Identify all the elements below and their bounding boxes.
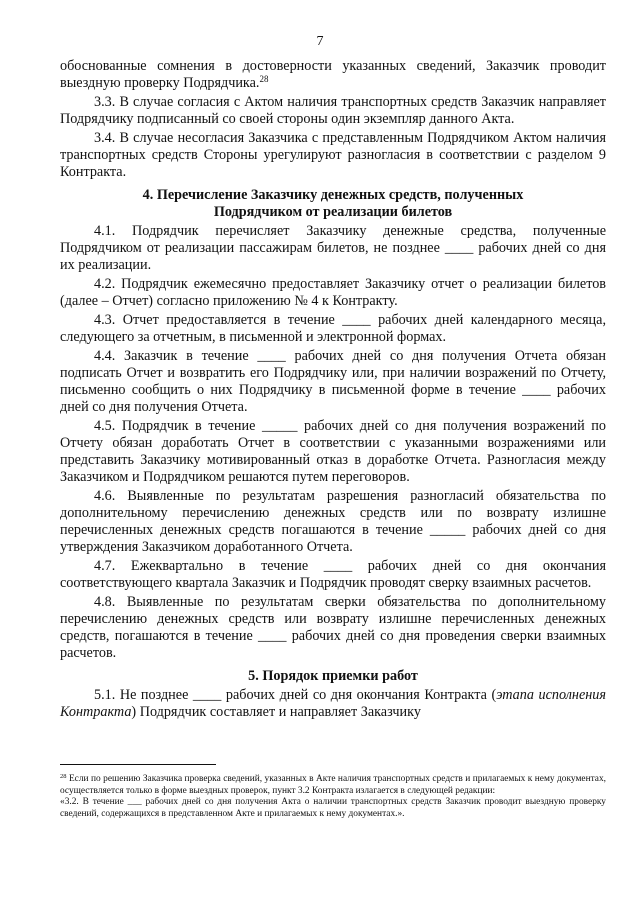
paragraph-4-3: 4.3. Отчет предоставляется в течение ____ рабочих дней календарного месяца, следующего за отчетным, в письменной и электронной формах. [60,312,606,345]
paragraph-4-5: 4.5. Подрядчик в течение _____ рабочих дней со дня получения возражений по Отчету обязан доработать Отчет в соответствии с указанными возражениями или представить Заказчику мотивированный отказ в доработке Отчета. Разногласия между Заказчиком и Подрядчиком решаются путем переговоров. [60,418,606,485]
section-4-heading [60,187,606,221]
paragraph-4-1: 4.1. Подрядчик перечисляет Заказчику денежные средства, полученные Подрядчиком от реализации пассажирам билетов, не позднее ____ рабочих дней со дня их реализации. [60,223,606,273]
footnote-reference[interactable]: 28 [259,74,269,84]
section-5-heading: 5. Порядок приемки работ [248,668,418,684]
section-4-heading-line2: Подрядчиком от реализации билетов [213,204,453,220]
paragraph-3-3: 3.3. В случае согласия с Актом наличия транспортных средств Заказчик направляет Подрядчику подписанный со своей стороны один экземпляр данного Акта. [60,94,606,127]
paragraph-intro [60,58,606,92]
footnote-number: 28 [60,773,67,780]
paragraph-4-2: 4.2. Подрядчик ежемесячно предоставляет Заказчику отчет о реализации билетов (далее – Отчет) согласно приложению № 4 к Контракту. [60,276,606,309]
paragraph-5-1-end: ) Подрядчик составляет и направляет Заказчику [131,704,421,720]
paragraph-5-1-italic: этапа исполнения Контракта [60,687,606,720]
footnote-line-1 [60,774,606,797]
paragraph-4-7: 4.7. Ежеквартально в течение ____ рабочих дней со дня окончания соответствующего квартала Заказчик и Подрядчик проводят сверку взаимных расчетов. [60,558,606,591]
document-body [60,58,606,723]
footnote-divider [60,764,216,765]
paragraph-intro-text: обоснованные сомнения в достоверности указанных сведений, Заказчик проводит выездную проверку Подрядчика. [60,58,606,91]
section-4-heading-line1: 4. Перечисление Заказчику денежных средств, полученных [142,187,524,203]
page-number: 7 [316,34,324,49]
footnote-line-2: «3.2. В течение ___ рабочих дней со дня получения Акта о наличии транспортных средств Заказчик проводит выездную проверку сведений, содержащихся в представленном Акте и прилагаемых к нему документах.». [60,797,606,819]
paragraph-4-8: 4.8. Выявленные по результатам сверки обязательства по дополнительному перечислению денежных средств или возврату излишне перечисленных денежных средств, погашаются в течение ____ рабочих дней со дня проведения сверки взаимных расчетов. [60,594,606,661]
paragraph-5-1-start: 5.1. Не позднее ____ рабочих дней со дня окончания Контракта ( [94,687,497,703]
footnote-text-1: Если по решению Заказчика проверка сведений, указанных в Акте наличия транспортных средств и прилагаемых к нему документах, осуществляется только в форме выездных проверок, пункт 3.2 Контракта излагается в следующей редакции: [60,774,606,796]
footnote [60,774,606,820]
paragraph-3-4: 3.4. В случае несогласия Заказчика с представленным Подрядчиком Актом наличия транспортных средств Стороны урегулируют разногласия в соответствии с разделом 9 Контракта. [60,130,606,180]
paragraph-4-4: 4.4. Заказчик в течение ____ рабочих дней со дня получения Отчета обязан подписать Отчет и возвратить его Подрядчику или, при наличии возражений по Отчету, письменно сообщить о них Подрядчику в письменной форме в течение ____ рабочих дней со дня получения Отчета. [60,348,606,415]
paragraph-4-6: 4.6. Выявленные по результатам разрешения разногласий обязательства по дополнительному перечислению денежных средств или по возврату излишне перечисленных денежных средств погашаются в течение _____ рабочих дней со дня утверждения Заказчиком доработанного Отчета. [60,488,606,555]
paragraph-5-1 [60,687,606,721]
